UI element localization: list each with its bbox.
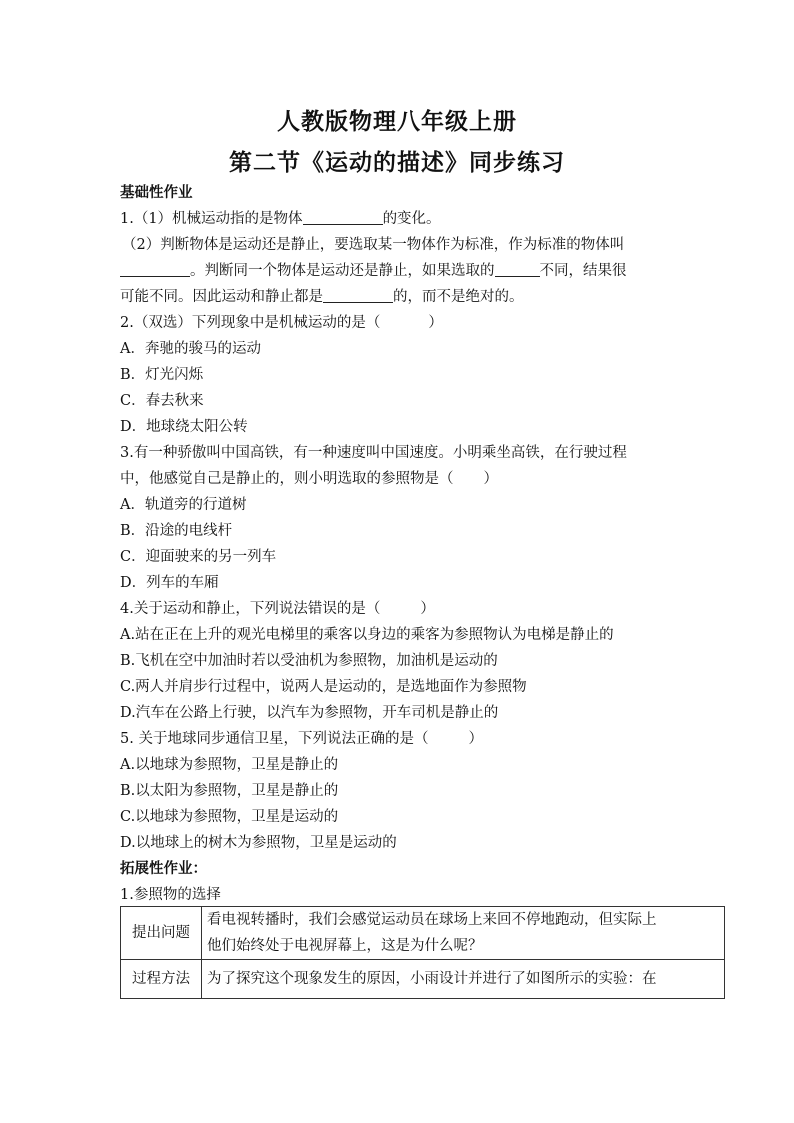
table-cell-line: 看电视转播时，我们会感觉运动员在球场上来回不停地跑动，但实际上: [207, 912, 657, 928]
q1-text-pre: 1.（1）机械运动指的是物体: [120, 211, 303, 227]
question-4-option-d: D.汽车在公路上行驶，以汽车为参照物，开车司机是静止的: [120, 705, 499, 721]
question-1-part-1: [120, 209, 441, 229]
q1-text-mid: 。判断同一个物体是运动还是静止，如果选取的: [190, 263, 495, 279]
q4-stem-text: 4.关于运动和静止，下列说法错误的是（: [120, 601, 381, 617]
q1-text-post-2: 不同，结果很: [539, 263, 627, 279]
q5-stem-close: ）: [468, 731, 483, 747]
q3-stem-text: 中，他感觉自己是静止的，则小明选取的参照物是（: [120, 471, 454, 487]
extension-1-heading: 1.参照物的选择: [120, 887, 221, 903]
question-3-option-a: A．轨道旁的行道树: [120, 497, 247, 513]
question-3-option-c: C．迎面驶来的另一列车: [120, 549, 277, 565]
table-row-label: 过程方法: [121, 960, 202, 999]
question-2-stem: [120, 313, 443, 333]
question-4-option-a: A.站在正在上升的观光电梯里的乘客以身边的乘客为参照物认为电梯是静止的: [120, 627, 614, 643]
question-3-stem-line-1: 3.有一种骄傲叫中国高铁，有一种速度叫中国速度。小明乘坐高铁，在行驶过程: [120, 445, 627, 461]
question-3-option-d: D．列车的车厢: [120, 575, 219, 591]
table-row-content: [202, 960, 725, 999]
question-2-option-a: A．奔驰的骏马的运动: [120, 341, 261, 357]
question-5-option-c: C.以地球为参照物，卫星是运动的: [120, 809, 339, 825]
q2-stem-close: ）: [428, 315, 443, 331]
section-heading-extension: 拓展性作业：: [120, 861, 207, 877]
q4-stem-close: ）: [420, 601, 435, 617]
question-5-option-a: A.以地球为参照物，卫星是静止的: [120, 757, 339, 773]
question-2-option-d: D．地球绕太阳公转: [120, 419, 248, 435]
question-5-stem: [120, 729, 483, 749]
question-2-option-b: B．灯光闪烁: [120, 367, 204, 383]
question-3-stem-line-2: [120, 469, 498, 489]
table-row-content: [202, 907, 725, 960]
table-row-label: 提出问题: [121, 907, 202, 960]
table-cell-line: 为了探究这个现象发生的原因，小雨设计并进行了如图所示的实验：在: [207, 971, 657, 987]
q5-stem-text: 5. 关于地球同步通信卫星，下列说法正确的是（: [120, 731, 429, 747]
question-4-stem: [120, 599, 435, 619]
q1-text-post-3: 的，而不是绝对的。: [393, 289, 524, 305]
answer-blank: [120, 262, 190, 277]
question-1-part-2-line-1: （2）判断物体是运动还是静止，要选取某一物体作为标准，作为标准的物体叫: [122, 237, 625, 253]
question-5-option-b: B.以太阳为参照物，卫星是静止的: [120, 783, 339, 799]
question-1-part-2-line-2: [120, 261, 627, 281]
question-3-option-b: B．沿途的电线杆: [120, 523, 233, 539]
question-5-option-d: D.以地球上的树木为参照物，卫星是运动的: [120, 835, 397, 851]
answer-blank: [323, 288, 393, 303]
table-cell-line: 他们始终处于电视屏幕上，这是为什么呢？: [207, 938, 483, 954]
question-4-option-b: B.飞机在空中加油时若以受油机为参照物，加油机是运动的: [120, 653, 498, 669]
page-title: 人教版物理八年级上册: [277, 108, 517, 135]
question-1-part-2-line-3: [120, 287, 524, 307]
table-row: [121, 907, 725, 960]
page-subtitle: 第二节《运动的描述》同步练习: [229, 149, 565, 176]
q3-stem-close: ）: [483, 471, 498, 487]
q1-text-pre-3: 可能不同。因此运动和静止都是: [120, 289, 323, 305]
answer-blank: [495, 262, 540, 277]
section-heading-basic: 基础性作业: [120, 185, 193, 201]
question-4-option-c: C.两人并肩步行过程中，说两人是运动的，是选地面作为参照物: [120, 679, 527, 695]
q2-stem-text: 2.（双选）下列现象中是机械运动的是（: [120, 315, 381, 331]
answer-blank: [303, 210, 383, 225]
question-2-option-c: C．春去秋来: [120, 393, 204, 409]
experiment-table: [120, 906, 725, 999]
q1-text-post: 的变化。: [382, 211, 441, 227]
table-row: [121, 960, 725, 999]
